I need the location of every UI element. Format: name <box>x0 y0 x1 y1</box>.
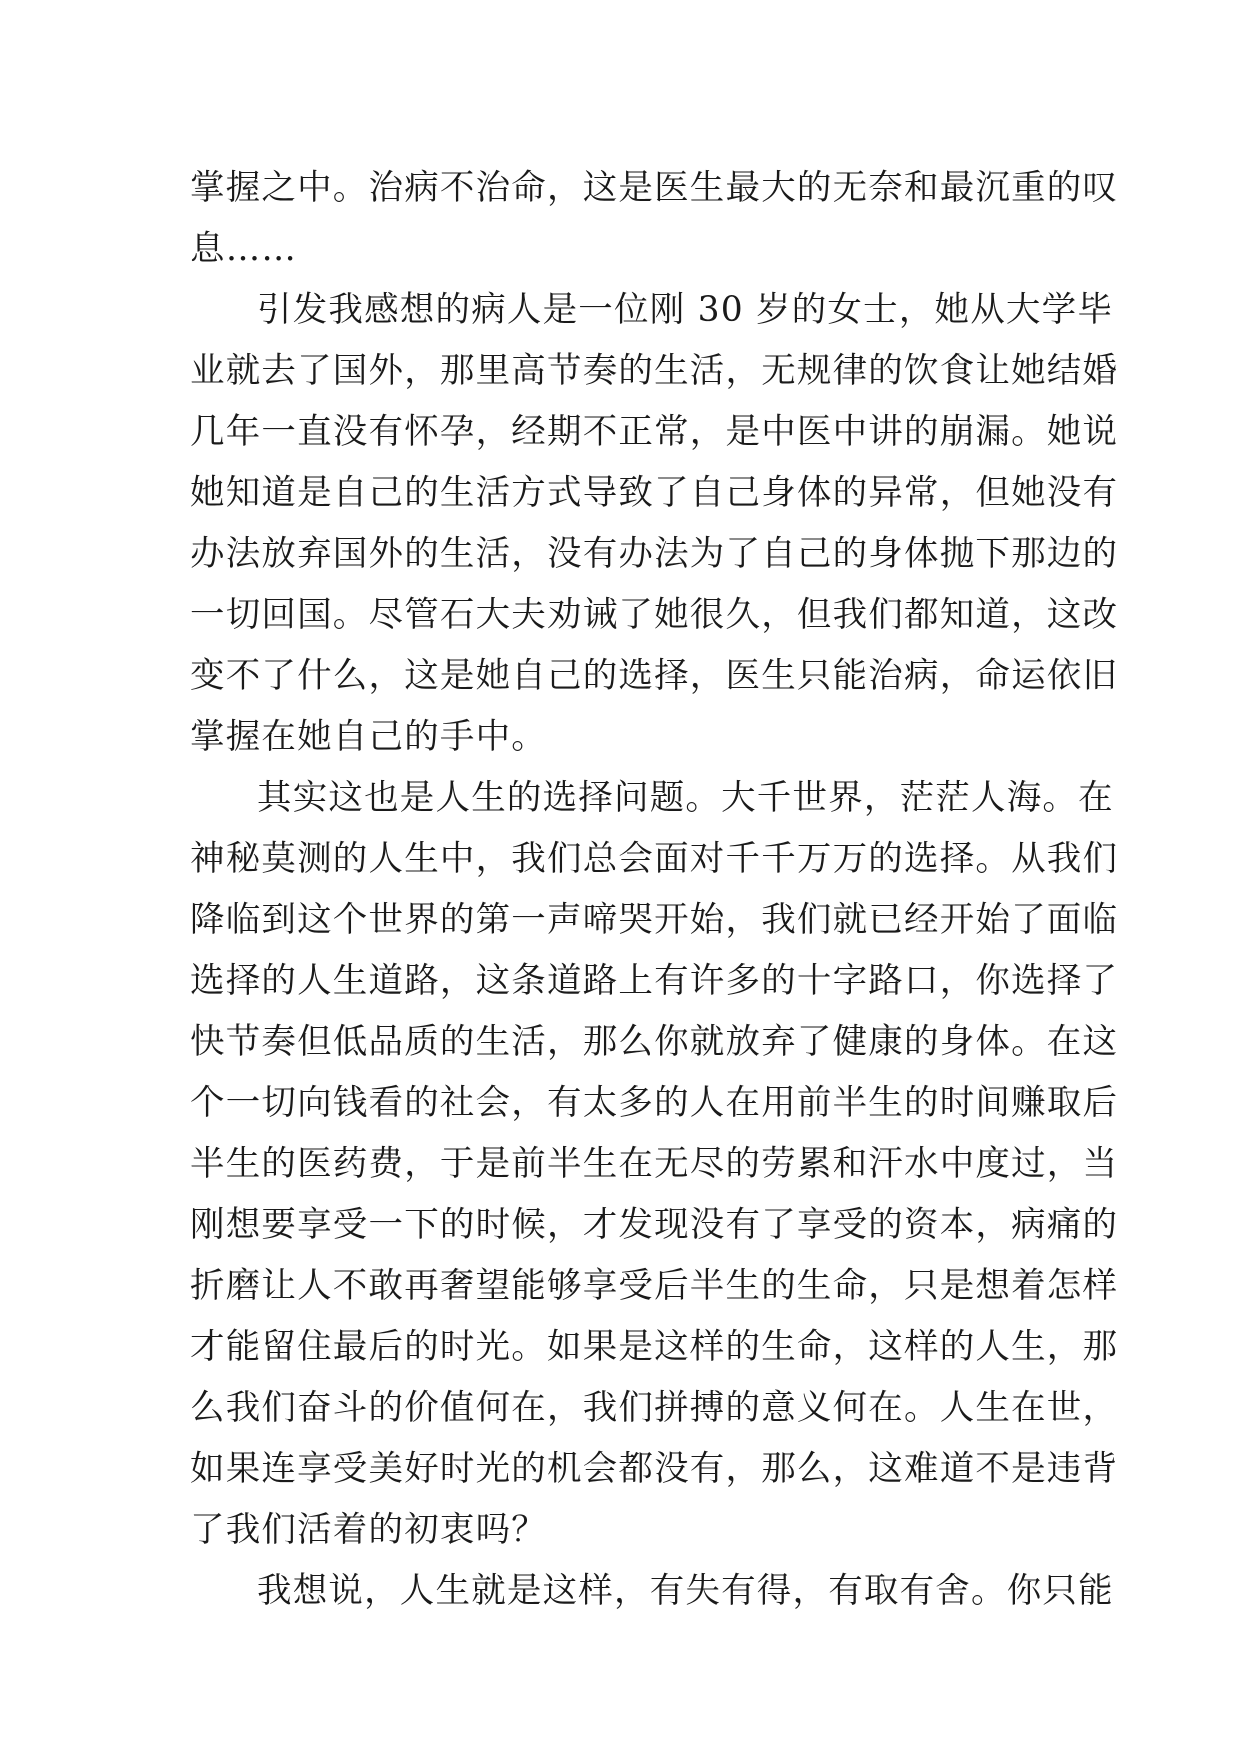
text-line: 选择的人生道路，这条道路上有许多的十字路口，你选择了 <box>190 961 1119 1001</box>
text-line: 一切回国。尽管石大夫劝诫了她很久，但我们都知道，这改 <box>190 595 1119 635</box>
text-line: 刚想要享受一下的时候，才发现没有了享受的资本，病痛的 <box>190 1205 1119 1245</box>
paragraph-first-line: 其实这也是人生的选择问题。大千世界，茫茫人海。在 <box>257 778 1114 818</box>
text-line: 如果连享受美好时光的机会都没有，那么，这难道不是违背 <box>190 1449 1119 1489</box>
text-line: 半生的医药费，于是前半生在无尽的劳累和汗水中度过，当 <box>190 1144 1119 1184</box>
text-line: 神秘莫测的人生中，我们总会面对千千万万的选择。从我们 <box>190 839 1119 879</box>
text-line: 快节奏但低品质的生活，那么你就放弃了健康的身体。在这 <box>190 1022 1119 1062</box>
body-text <box>190 158 1119 1622</box>
text-line: 几年一直没有怀孕，经期不正常，是中医中讲的崩漏。她说 <box>190 412 1119 452</box>
text-line: 息…… <box>190 229 298 269</box>
text-line: 业就去了国外，那里高节奏的生活，无规律的饮食让她结婚 <box>190 351 1119 391</box>
paragraph-first-line: 我想说，人生就是这样，有失有得，有取有舍。你只能 <box>257 1571 1114 1611</box>
text-line: 办法放弃国外的生活，没有办法为了自己的身体抛下那边的 <box>190 534 1119 574</box>
text-line: 才能留住最后的时光。如果是这样的生命，这样的人生，那 <box>190 1327 1119 1367</box>
text-line: 了我们活着的初衷吗？ <box>190 1510 547 1550</box>
text-line: 折磨让人不敢再奢望能够享受后半生的生命，只是想着怎样 <box>190 1266 1119 1306</box>
paragraph-first-line: 引发我感想的病人是一位刚 30 岁的女士，她从大学毕 <box>257 290 1114 330</box>
text-line: 个一切向钱看的社会，有太多的人在用前半生的时间赚取后 <box>190 1083 1119 1123</box>
text-line: 掌握之中。治病不治命，这是医生最大的无奈和最沉重的叹 <box>190 168 1119 208</box>
text-line: 么我们奋斗的价值何在，我们拼搏的意义何在。人生在世， <box>190 1388 1119 1428</box>
text-line: 她知道是自己的生活方式导致了自己身体的异常，但她没有 <box>190 473 1119 513</box>
text-line: 掌握在她自己的手中。 <box>190 717 547 757</box>
text-line: 降临到这个世界的第一声啼哭开始，我们就已经开始了面临 <box>190 900 1119 940</box>
text-line: 变不了什么，这是她自己的选择，医生只能治病，命运依旧 <box>190 656 1119 696</box>
